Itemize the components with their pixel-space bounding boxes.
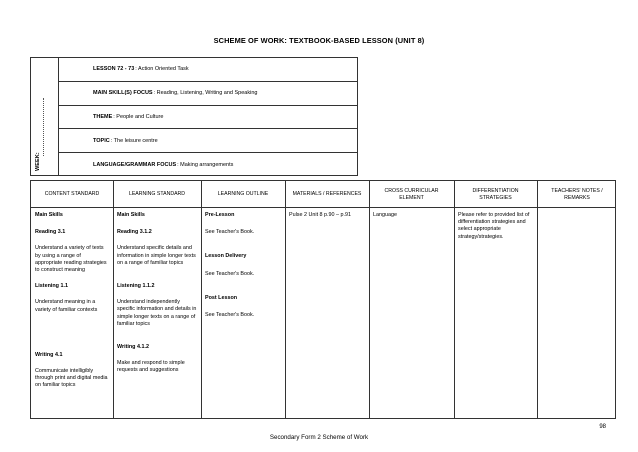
info-value: : Reading, Listening, Writing and Speaking	[153, 90, 258, 97]
differentiation-cell	[454, 212, 537, 241]
header-learning-standard: LEARNING STANDARD	[128, 191, 186, 198]
cell-text: Pulse 2 Unit 8 p.90 – p.91	[289, 212, 352, 218]
cell-text: Writing 4.1.2	[117, 344, 149, 351]
header-learning-outline: LEARNING OUTLINE	[217, 191, 269, 198]
cell-text: Understand independently specific information and details in simple longer texts on a range of familiar topics	[117, 299, 197, 327]
lesson-info-table	[30, 57, 358, 176]
cell-text: Listening 1.1.2	[117, 283, 155, 290]
header-content-standard: CONTENT STANDARD	[44, 191, 100, 198]
info-row-lesson	[59, 58, 357, 82]
info-row-theme	[59, 106, 357, 130]
info-value: : Making arrangements	[177, 162, 234, 169]
cell-text: Language	[373, 212, 397, 218]
cell-text: Main Skills	[35, 212, 63, 218]
info-row-topic	[59, 129, 357, 153]
header-cross-curricular: CROSS CURRICULAR ELEMENT	[384, 187, 439, 201]
info-label: MAIN SKILL(S) FOCUS	[93, 90, 153, 97]
info-label: LANGUAGE/GRAMMAR FOCUS	[93, 162, 177, 169]
cell-text: Pre-Lesson	[205, 212, 235, 218]
info-value: : People and Culture	[113, 113, 164, 120]
learning-standard-cell	[113, 212, 201, 375]
header-differentiation: DIFFERENTIATION STRATEGIES	[472, 187, 519, 201]
info-value: : The leisure centre	[110, 137, 158, 144]
week-label: WEEK:	[35, 152, 41, 171]
cell-text: Main Skills	[117, 212, 145, 218]
cell-text: See Teacher's Book.	[205, 312, 255, 319]
cross-curricular-cell	[369, 212, 454, 219]
header-teachers-notes: TEACHERS' NOTES / REMARKS	[551, 187, 603, 201]
info-label: THEME	[93, 113, 113, 120]
week-column	[31, 58, 59, 175]
week-fill-line	[43, 98, 44, 156]
cell-text: Please refer to provided list of differentiation strategies and select appropriate strategy/strategies.	[458, 212, 530, 240]
scheme-table	[30, 180, 616, 419]
info-row-skills	[59, 82, 357, 106]
cell-text: Communicate intelligibly through print and digital media on familiar topics	[35, 368, 108, 389]
cell-text: Make and respond to simple requests and suggestions	[117, 360, 185, 374]
cell-text: Understand specific details and information in simple longer texts on a range of familiar topics	[117, 245, 196, 266]
cell-text: Writing 4.1	[35, 351, 63, 358]
cell-text: See Teacher's Book.	[205, 270, 255, 277]
info-label: TOPIC	[93, 137, 110, 144]
cell-text: See Teacher's Book.	[205, 229, 255, 236]
content-standard-cell	[31, 212, 113, 390]
cell-text: Listening 1.1	[35, 283, 68, 290]
info-label: LESSON 72 - 73	[93, 66, 135, 73]
learning-outline-cell	[201, 212, 285, 319]
cell-text: Lesson Delivery	[205, 253, 247, 260]
footer-text: Secondary Form 2 Scheme of Work	[269, 434, 369, 441]
cell-text: Understand meaning in a variety of familiar contexts	[35, 299, 98, 313]
info-row-language-focus	[59, 153, 357, 177]
page-number: 98	[599, 424, 606, 430]
cell-text: Understand a variety of texts by using a range of appropriate reading strategies to construct meaning	[35, 245, 107, 274]
cell-text: Post Lesson	[205, 294, 238, 301]
cell-text: Reading 3.1	[35, 229, 66, 236]
header-materials: MATERIALS / REFERENCES	[292, 191, 362, 198]
cell-text: Reading 3.1.2	[117, 229, 152, 236]
column-divider	[537, 181, 538, 418]
info-value: : Action Oriented Task	[135, 66, 189, 73]
materials-cell	[285, 212, 369, 219]
document-title: SCHEME OF WORK: TEXTBOOK-BASED LESSON (UNIT 8)	[213, 36, 425, 45]
